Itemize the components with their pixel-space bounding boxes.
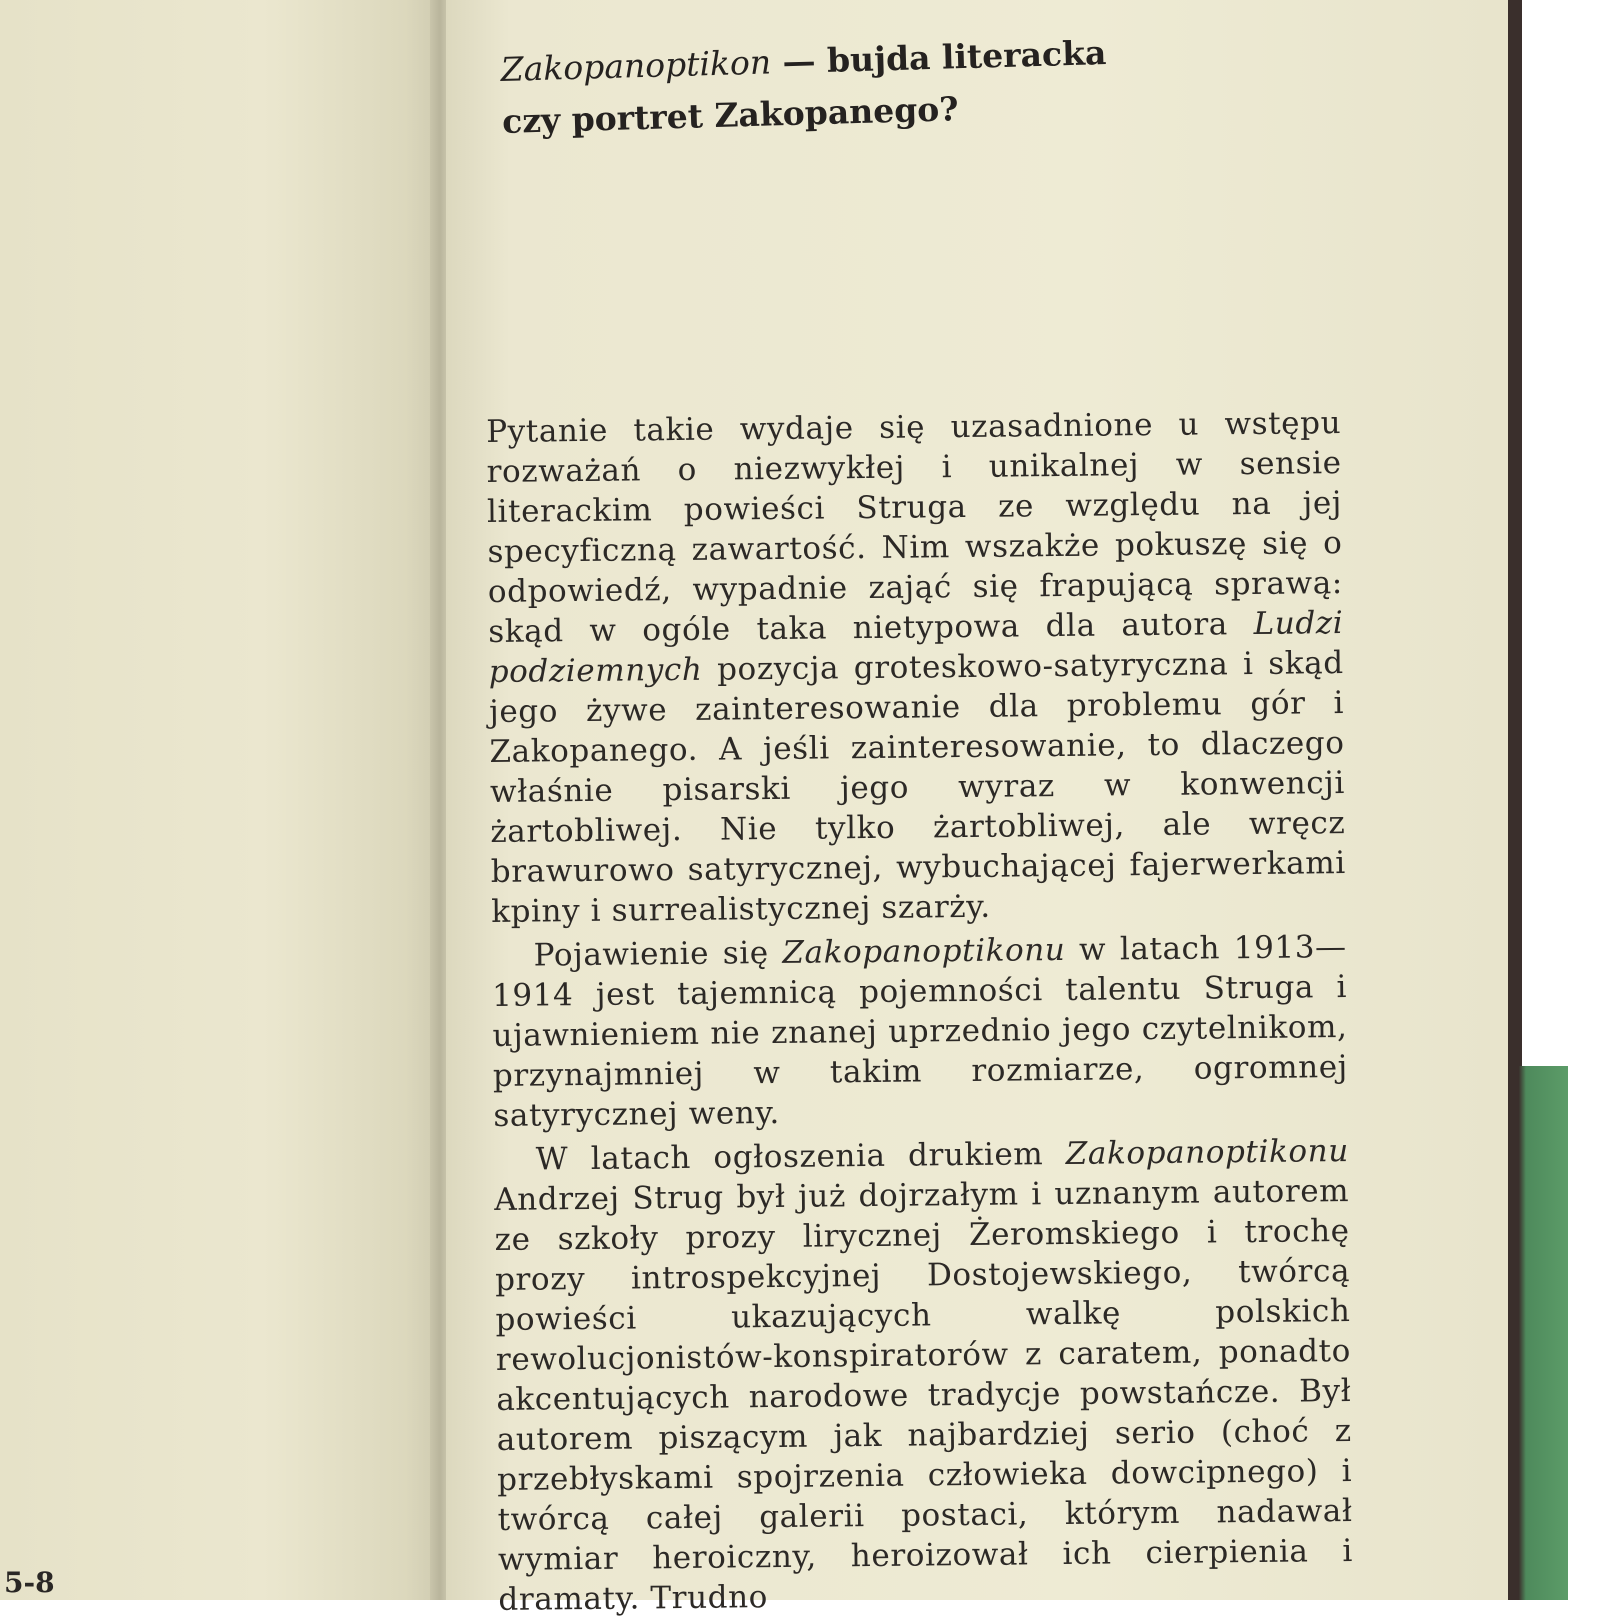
italic-title-run: Zakopanoptikonu (782, 931, 1066, 971)
paragraph-3 (494, 1131, 1354, 1620)
text-run: W latach ogłoszenia drukiem (535, 1135, 1066, 1178)
page-number: 5-8 (4, 1566, 55, 1599)
body-text (486, 403, 1354, 1624)
chapter-heading (500, 24, 1223, 148)
text-run: Pytanie takie wydaje się uzasadnione u wstępu rozważań o niezwykłej i unikalnej w sensie literackim powieści Struga ze względu na jej specyficzną zawartość. Nim wszakże pokuszę się o odpowiedź, wypadnie zająć się frapującą sprawą: skąd w ogóle taka nietypowa dla autora (486, 405, 1344, 650)
heading-line-2: czy portret Zakopanego? (501, 89, 960, 141)
heading-rest: — bujda literacka (770, 33, 1107, 82)
text-run: pozycja groteskowo-satyryczna i skąd jego żywe zainteresowanie dla problemu gór i Zakopanego. A jeśli zainteresowanie, to dlaczego właśnie pisarski jego wyraz w konwencji żartobliwej. Nie tylko żartobliwej, ale wręcz brawurowo satyrycznej, wybuchającej fajerwerkami kpiny i surrealistycznej szarży. (488, 645, 1346, 930)
text-run: w latach 1913—1914 jest tajemnicą pojemności talentu Struga i ujawnieniem nie znanej uprzednio jego czytelnikom, przynajmniej w takim rozmiarze, ogromnej satyrycznej weny. (491, 929, 1349, 1134)
text-run: Pojawienie się (533, 934, 783, 974)
book-cover-edge (1508, 0, 1522, 1080)
paragraph-1 (486, 403, 1346, 932)
paragraph-2 (491, 927, 1348, 1136)
italic-title-run: Zakopanoptikonu (1065, 1133, 1349, 1172)
book-cover-green (1508, 1066, 1568, 1600)
text-run: Andrzej Strug był już dojrzałym i uznanym autorem ze szkoły prozy lirycznej Żeromskiego i trochę prozy introspekcyjnej Dostojewskiego, twórcą powieści ukazujących walkę polskich rewolucjonistów-konspiratorów z caratem, ponadto akcentujących narodowe tradycje powstańcze. Był autorem piszącym jak najbardziej serio (choć z przebłyskami spojrzenia człowieka dowcipnego) i twórcą całej galerii postaci, którym nadawał wymiar heroiczny, heroizował ich cierpienia i dramaty. Trudno (494, 1173, 1354, 1618)
heading-italic-title: Zakopanoptikon (500, 42, 772, 89)
left-page (0, 0, 440, 1600)
italic-title-run: Ludzi podziemnych (488, 605, 1344, 690)
